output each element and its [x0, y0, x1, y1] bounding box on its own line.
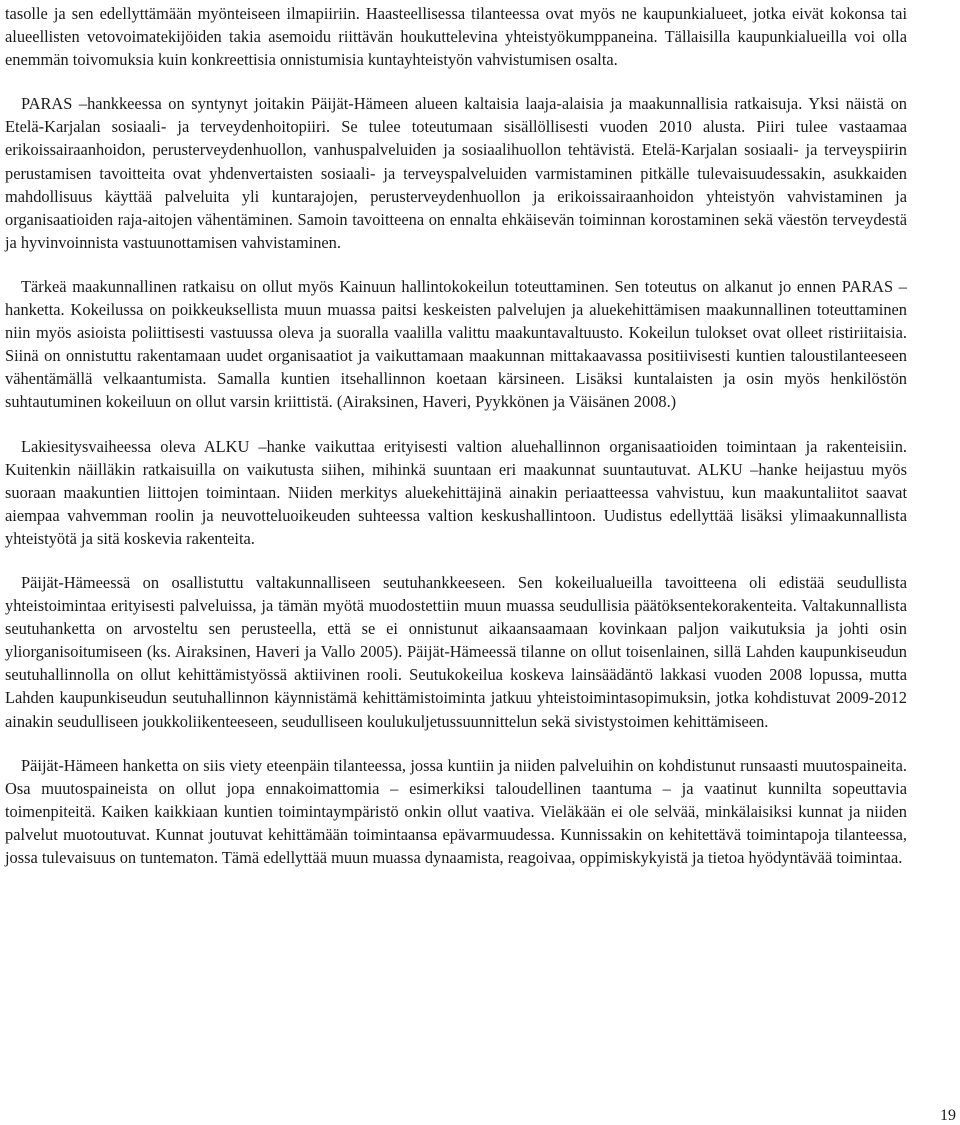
paragraph-paras-etela-karjala: PARAS –hankkeessa on syntynyt joitakin Päijät-Hämeen alueen kaltaisia laaja-alaisia ja maakunnallisia ratkaisuja. Yksi näistä on Etelä-Karjalan sosiaali- ja terveydenhoitopiiri. Se tulee toteutumaan sisällöllisesti vuoden 2010 alusta. Piiri tulee vastaamaa erikoissairaanhoidon, perusterveydenhuollon, vanhuspalveluiden ja sosiaalihuollon tehtävistä. Etelä-Karjalan sosiaali- ja terveyspiirin perustamisen tavoitteita ovat yhdenvertaisten sosiaali- ja terveyspalveluiden varmistaminen pitkälle tulevaisuudessakin, asukkaiden mahdollisuus käyttää palveluita yli kuntarajojen, perusterveydenhuollon ja erikoissairaanhoidon yhteistyön vahvistaminen ja organisaatioiden raja-aitojen vähentäminen. Samoin tavoitteena on ennalta ehkäisevän toiminnan korostaminen sekä väestön terveydestä ja hyvinvoinnista vastuunottamisen vahvistaminen.: [5, 94, 907, 252]
paragraph-continued: tasolle ja sen edellyttämään myönteiseen ilmapiiriin. Haasteellisessa tilanteessa ovat myös ne kaupunkialueet, jotka eivät kokonsa tai alueellisten vetovoimatekijöiden takia asemoidu riittävän houkuttelevina yhteistyökumppaneina. Tällaisilla kaupunkialueilla voi olla enemmän toivomuksia kuin konkreettisia onnistumisia kuntayhteistyön vahvistumisen osalta.: [5, 4, 907, 70]
paragraph-alku: Lakiesitysvaiheessa oleva ALKU –hanke vaikuttaa erityisesti valtion aluehallinnon organisaatioiden toimintaan ja rakenteisiin. Kuitenkin näilläkin ratkaisuilla on vaikutusta siihen, mihinkä suuntaan eri maakunnat suuntautuvat. ALKU –hanke heijastuu myös suoraan maakuntien liittojen toimintaan. Niiden merkitys aluekehittäjinä ainakin periaatteessa vahvistuu, kun maakuntaliitot saavat aiempaa vahvemman roolin ja neuvotteluoikeuden suhteessa valtion keskushallintoon. Uudistus edellyttää lisäksi ylimaakunnallista yhteistyötä ja sitä koskevia rakenteita.: [5, 436, 907, 548]
paragraph-paijat-hame-seutuhanke: Päijät-Hämeessä on osallistuttu valtakunnalliseen seutuhankkeeseen. Sen kokeilualueilla tavoitteena oli edistää seudullista yhteistoimintaa erityisesti palveluissa, ja tämän myötä muodostettiin muun muassa seudullisia päätöksentekorakenteita. Valtakunnallista seutuhanketta on arvosteltu sen perusteella, että se ei onnistunut aikaansaamaan kovinkaan paljon vaikutuksia ja johti osin yliorganisoitumiseen (ks. Airaksinen, Haveri ja Vallo 2005). Päijät-Hämeessä tilanne on ollut toisenlainen, sillä Lahden kaupunkiseudun seutuhallinnolla on ollut kehittämistyössä aktiivinen rooli. Seutukokeilua koskeva lainsäädäntö lakkasi vuoden 2008 lopussa, mutta Lahden kaupunkiseudun seutuhallinnon käynnistämä kehittämistoiminta jatkuu yhteistoimintasopimuksin, jotka kohdistuvat 2009-2012 ainakin seudulliseen joukkoliikenteeseen, seudulliseen koulukuljetussuunnittelun sekä sivistystoimen kehittämiseen.: [5, 572, 907, 731]
document-page: [5, 0, 907, 869]
page-number: 19: [940, 1107, 956, 1124]
paragraph-kainuu: Tärkeä maakunnallinen ratkaisu on ollut myös Kainuun hallintokokeilun toteuttaminen. Sen toteutus on alkanut jo ennen PARAS –hanketta. Kokeilussa on poikkeuksellista muun muassa paitsi keskeisten palvelujen ja aluekehittämisen maakunnallinen toteuttaminen niin myös asioista poliittisesti vastuussa oleva ja suoralla vaalilla valittu maakuntavaltuusto. Kokeilun tulokset ovat olleet ristiriitaisia. Siinä on onnistuttu rakentamaan uudet organisaatiot ja vaikuttamaan maakunnan mittakaavassa positiivisesti kuntien taloustilanteeseen vähentämällä velkaantumista. Samalla kuntien itsehallinnon koetaan kärsineen. Lisäksi kuntalaisten ja osin myös henkilöstön suhtautuminen kokeiluun on ollut varsin kriittistä. (Airaksinen, Haveri, Pyykkönen ja Väisänen 2008.): [5, 276, 907, 412]
paragraph-paijat-hame-hanke: Päijät-Hämeen hanketta on siis viety eteenpäin tilanteessa, jossa kuntiin ja niiden palveluihin on kohdistunut runsaasti muutospaineita. Osa muutospaineista on ollut jopa ennakoimattomia – esimerkiksi taloudellinen taantuma – ja vaatinut kunnilta sopeuttavia toimenpiteitä. Kaiken kaikkiaan kuntien toimintaympäristö onkin ollut vaativa. Vieläkään ei ole selvää, minkälaisiksi kunnat ja niiden palvelut muotoutuvat. Kunnat joutuvat kehittämään toimintaansa epävarmuudessa. Kunnissakin on kehitettävä toimintapoja tilanteessa, jossa tulevaisuus on tuntematon. Tämä edellyttää muun muassa dynaamista, reagoivaa, oppimiskykyistä ja tietoa hyödyntävää toimintaa.: [5, 755, 907, 867]
